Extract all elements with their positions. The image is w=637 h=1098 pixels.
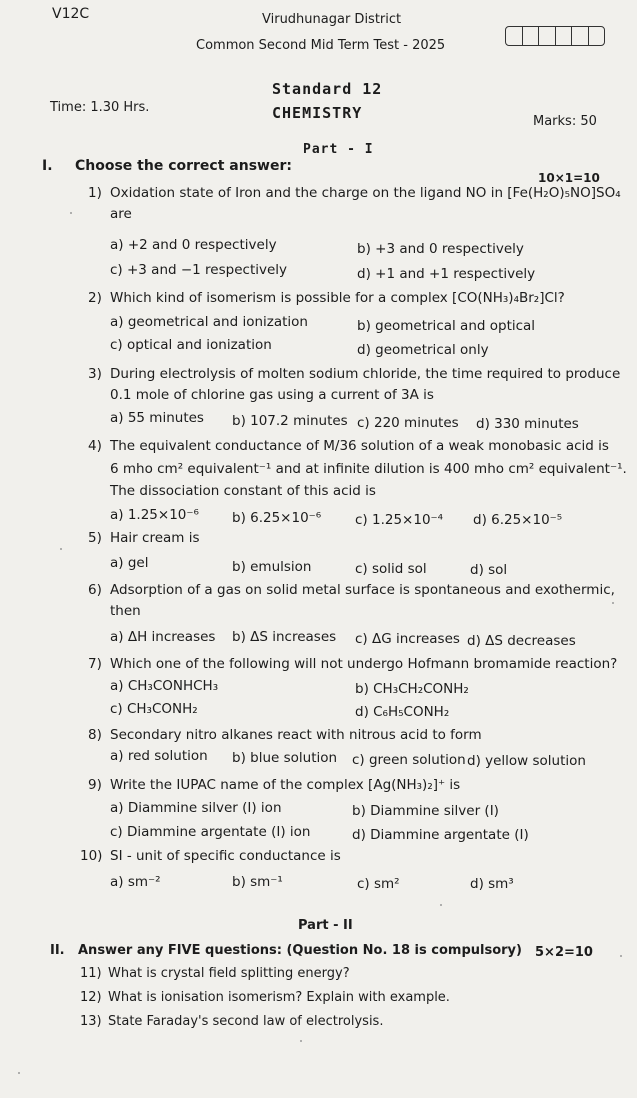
q7-number: 7) xyxy=(88,656,102,672)
q4-text-line2: 6 mho cm² equivalent⁻¹ and at infinite dilution is 400 mho cm² equivalent⁻¹. xyxy=(110,461,627,477)
q10-option-d: d) sm³ xyxy=(470,876,514,892)
standard-title: Standard 12 xyxy=(272,80,383,98)
q8-number: 8) xyxy=(88,727,102,743)
q4-number: 4) xyxy=(88,438,102,454)
q1-option-a: a) +2 and 0 respectively xyxy=(110,237,277,253)
paper-speck xyxy=(620,955,622,957)
q9-number: 9) xyxy=(88,777,102,793)
time-label: Time: 1.30 Hrs. xyxy=(50,100,150,115)
q7-option-a: a) CH₃CONHCH₃ xyxy=(110,678,219,694)
q13-text: State Faraday's second law of electrolysis. xyxy=(108,1014,384,1029)
q3-text-line1: During electrolysis of molten sodium chloride, the time required to produce xyxy=(110,366,621,382)
section1-instruction: Choose the correct answer: xyxy=(75,158,292,174)
q6-text-line1: Adsorption of a gas on solid metal surface is spontaneous and exothermic, xyxy=(110,582,615,598)
q5-text-line1: Hair cream is xyxy=(110,530,200,546)
exam-title: Common Second Mid Term Test - 2025 xyxy=(196,38,446,53)
q6-option-b: b) ΔS increases xyxy=(232,629,337,645)
q3-option-d: d) 330 minutes xyxy=(476,416,579,432)
q13-number: 13) xyxy=(80,1014,102,1029)
q9-option-d: d) Diammine argentate (I) xyxy=(352,827,529,843)
q7-text-line1: Which one of the following will not undergo Hofmann bromamide reaction? xyxy=(110,656,618,672)
q4-text-line1: The equivalent conductance of M/36 solution of a weak monobasic acid is xyxy=(110,438,609,454)
q1-option-d: d) +1 and +1 respectively xyxy=(357,266,536,282)
q6-number: 6) xyxy=(88,582,102,598)
section2-instruction: Answer any FIVE questions: (Question No. 18 is compulsory) xyxy=(78,943,522,958)
paper-speck xyxy=(612,602,614,604)
q10-option-a: a) sm⁻² xyxy=(110,874,161,890)
q9-text-line1: Write the IUPAC name of the complex [Ag(NH₃)₂]⁺ is xyxy=(110,777,461,793)
q5-number: 5) xyxy=(88,530,102,546)
q1-option-b: b) +3 and 0 respectively xyxy=(357,241,524,257)
marks-label: Marks: 50 xyxy=(533,114,597,129)
q8-text-line1: Secondary nitro alkanes react with nitrous acid to form xyxy=(110,727,482,743)
q9-option-c: c) Diammine argentate (I) ion xyxy=(110,824,311,840)
section2-number: II. xyxy=(50,943,65,958)
q8-option-c: c) green solution xyxy=(352,752,466,768)
q8-option-d: d) yellow solution xyxy=(467,753,586,769)
q8-option-a: a) red solution xyxy=(110,748,208,764)
q12-number: 12) xyxy=(80,990,102,1005)
q2-option-d: d) geometrical only xyxy=(357,342,489,358)
q10-number: 10) xyxy=(80,848,103,864)
paper-speck xyxy=(18,1072,20,1074)
q2-text-line1: Which kind of isomerism is possible for a complex [CO(NH₃)₄Br₂]Cl? xyxy=(110,290,565,306)
q1-text-line2: are xyxy=(110,206,132,222)
q2-number: 2) xyxy=(88,290,102,306)
district-title: Virudhunagar District xyxy=(262,12,402,27)
q8-option-b: b) blue solution xyxy=(232,750,338,766)
q3-option-b: b) 107.2 minutes xyxy=(232,413,348,429)
paper-speck xyxy=(60,548,62,550)
paper-speck xyxy=(70,212,72,214)
paper-speck xyxy=(300,1040,302,1042)
q2-option-c: c) optical and ionization xyxy=(110,337,272,353)
q5-option-b: b) emulsion xyxy=(232,559,312,575)
section1-number: I. xyxy=(42,158,53,174)
q10-text-line1: SI - unit of specific conductance is xyxy=(110,848,341,864)
q5-option-a: a) gel xyxy=(110,555,149,571)
part1-title: Part - I xyxy=(303,142,374,157)
q1-number: 1) xyxy=(88,185,102,201)
q2-option-a: a) geometrical and ionization xyxy=(110,314,308,330)
q3-option-c: c) 220 minutes xyxy=(357,415,459,431)
q9-option-b: b) Diammine silver (I) xyxy=(352,803,499,819)
q4-option-b: b) 6.25×10⁻⁶ xyxy=(232,510,322,526)
q5-option-c: c) solid sol xyxy=(355,561,427,577)
q1-option-c: c) +3 and −1 respectively xyxy=(110,262,288,278)
q10-option-c: c) sm² xyxy=(357,876,400,892)
q6-option-c: c) ΔG increases xyxy=(355,631,460,647)
q3-option-a: a) 55 minutes xyxy=(110,410,204,426)
q7-option-d: d) C₆H₅CONH₂ xyxy=(355,704,450,720)
q11-text: What is crystal field splitting energy? xyxy=(108,966,350,981)
section2-marks: 5×2=10 xyxy=(535,945,593,960)
q12-text: What is ionisation isomerism? Explain with example. xyxy=(108,990,450,1005)
q4-option-a: a) 1.25×10⁻⁶ xyxy=(110,507,199,523)
q4-option-c: c) 1.25×10⁻⁴ xyxy=(355,512,444,528)
q7-option-c: c) CH₃CONH₂ xyxy=(110,701,198,717)
q6-option-a: a) ΔH increases xyxy=(110,629,216,645)
subject-title: CHEMISTRY xyxy=(272,104,363,122)
q3-number: 3) xyxy=(88,366,102,382)
q3-text-line2: 0.1 mole of chlorine gas using a current of 3A is xyxy=(110,387,434,403)
q9-option-a: a) Diammine silver (I) ion xyxy=(110,800,282,816)
q10-option-b: b) sm⁻¹ xyxy=(232,874,283,890)
q2-option-b: b) geometrical and optical xyxy=(357,318,536,334)
paper-code: V12C xyxy=(52,6,90,22)
q6-option-d: d) ΔS decreases xyxy=(467,633,576,649)
paper-speck xyxy=(440,904,442,906)
q1-text-line1: Oxidation state of Iron and the charge on the ligand NO in [Fe(H₂O)₅NO]SO₄ xyxy=(110,185,621,201)
q7-option-b: b) CH₃CH₂CONH₂ xyxy=(355,681,469,697)
q4-text-line3: The dissociation constant of this acid is xyxy=(110,483,376,499)
q11-number: 11) xyxy=(80,966,102,981)
part2-title: Part - II xyxy=(298,918,353,933)
q4-option-d: d) 6.25×10⁻⁵ xyxy=(473,512,563,528)
q6-text-line2: then xyxy=(110,603,141,619)
section1-marks: 10×1=10 xyxy=(538,171,600,185)
register-number-boxes xyxy=(505,26,605,46)
q5-option-d: d) sol xyxy=(470,562,508,578)
